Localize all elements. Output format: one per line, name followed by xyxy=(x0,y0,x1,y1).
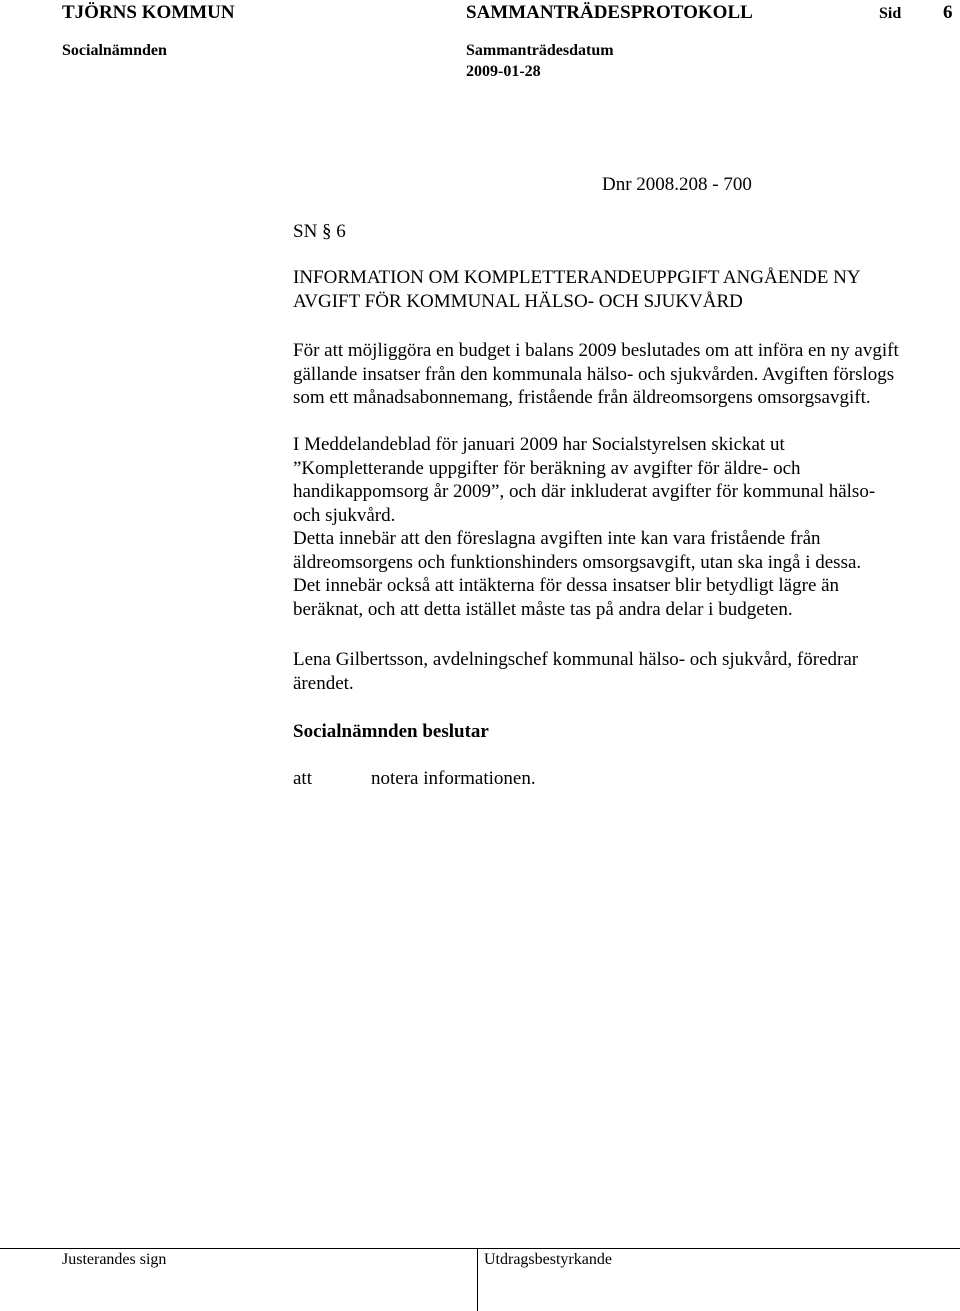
section-number: SN § 6 xyxy=(293,221,346,242)
org-name: TJÖRNS KOMMUN xyxy=(62,2,235,23)
case-title-line: AVGIFT FÖR KOMMUNAL HÄLSO- OCH SJUKVÅRD xyxy=(293,290,743,312)
paragraph-line: ”Kompletterande uppgifter för beräkning av avgifter för äldre- och xyxy=(293,457,801,479)
page-number: 6 xyxy=(943,2,953,23)
paragraph-line: äldreomsorgens och funktionshinders omsorgsavgift, utan ska ingå i dessa. xyxy=(293,551,862,573)
paragraph-details xyxy=(293,433,958,621)
paragraph-line: gällande insatser från den kommunala hälso- och sjukvården. Avgiften förslogs xyxy=(293,363,895,385)
decision-prefix: att xyxy=(293,768,312,789)
paragraph-line: ärendet. xyxy=(293,672,354,694)
decision-heading: Socialnämnden beslutar xyxy=(293,721,489,742)
utdragsbestyrkande-label: Utdragsbestyrkande xyxy=(484,1251,612,1268)
case-title xyxy=(293,266,958,313)
decision-text: notera informationen. xyxy=(371,768,536,789)
footer-vertical-divider xyxy=(477,1248,478,1311)
paragraph-presenter xyxy=(293,648,958,695)
paragraph-line: handikappomsorg år 2009”, och där inkluderat avgifter för kommunal hälso- xyxy=(293,481,876,502)
case-title-line: INFORMATION OM KOMPLETTERANDEUPPGIFT ANGÅENDE NY xyxy=(293,267,861,288)
footer-divider-left xyxy=(0,1248,477,1249)
document-type: SAMMANTRÄDESPROTOKOLL xyxy=(466,2,753,23)
paragraph-line: och sjukvård. xyxy=(293,504,396,526)
paragraph-line: Detta innebär att den föreslagna avgiften inte kan vara fristående från xyxy=(293,528,821,549)
paragraph-line: I Meddelandeblad för januari 2009 har Socialstyrelsen skickat ut xyxy=(293,434,785,455)
justerandes-sign-label: Justerandes sign xyxy=(62,1251,167,1268)
page-label: Sid xyxy=(879,5,902,22)
footer-divider-right xyxy=(478,1248,960,1249)
paragraph-line: För att möjliggöra en budget i balans 2009 beslutades om att införa en ny avgift xyxy=(293,340,899,361)
committee-name: Socialnämnden xyxy=(62,42,167,59)
diary-number: Dnr 2008.208 - 700 xyxy=(602,174,752,195)
paragraph-line: Lena Gilbertsson, avdelningschef kommunal hälso- och sjukvård, föredrar xyxy=(293,649,859,670)
meeting-date: 2009-01-28 xyxy=(466,63,541,80)
paragraph-background xyxy=(293,339,958,410)
meeting-date-label: Sammanträdesdatum xyxy=(466,42,614,59)
paragraph-line: som ett månadsabonnemang, fristående från äldreomsorgens omsorgsavgift. xyxy=(293,387,871,408)
paragraph-line: beräknat, och att detta istället måste tas på andra delar i budgeten. xyxy=(293,598,793,620)
paragraph-line: Det innebär också att intäkterna för dessa insatser blir betydligt lägre än xyxy=(293,575,840,596)
